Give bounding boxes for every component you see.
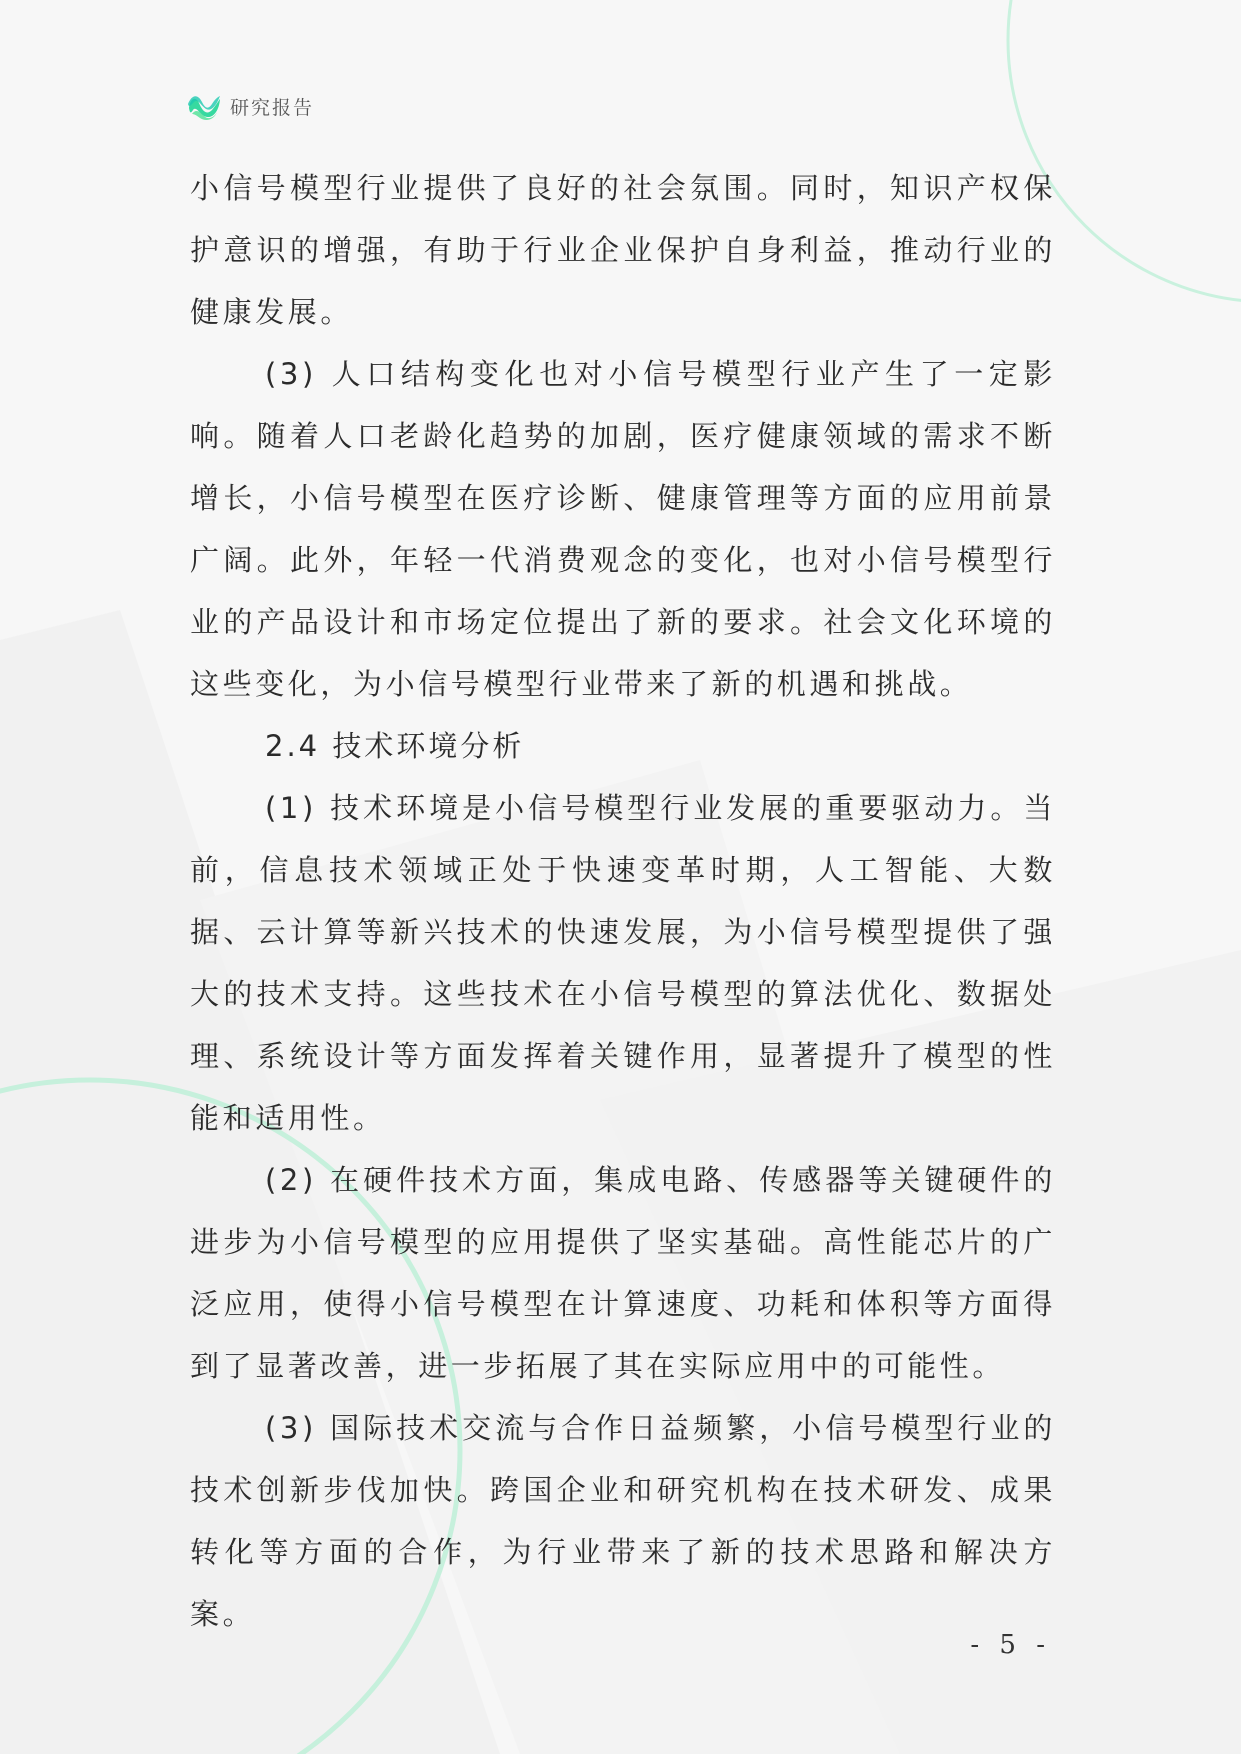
page-number: - 5 - — [970, 1630, 1051, 1660]
paragraph-5: (3) 国际技术交流与合作日益频繁，小信号模型行业的技术创新步伐加快。跨国企业和研究机构在技术研发、成果转化等方面的合作，为行业带来了新的技术思路和解决方案。 — [190, 1411, 1056, 1631]
header-label: 研究报告 — [230, 96, 315, 119]
paragraph-4: (2) 在硬件技术方面，集成电路、传感器等关键硬件的进步为小信号模型的应用提供了坚实基础。高性能芯片的广泛应用，使得小信号模型在计算速度、功耗和体积等方面得到了显著改善，进一步拓展了其在实际应用中的可能性。 — [190, 1163, 1056, 1383]
paragraph-3: (1) 技术环境是小信号模型行业发展的重要驱动力。当前，信息技术领域正处于快速变革时期，人工智能、大数据、云计算等新兴技术的快速发展，为小信号模型提供了强大的技术支持。这些技术在小信号模型的算法优化、数据处理、系统设计等方面发挥着关键作用，显著提升了模型的性能和适用性。 — [190, 791, 1056, 1135]
section-heading: 2.4 技术环境分析 — [265, 729, 525, 763]
document-body — [190, 157, 1056, 1645]
green-wave-logo-icon — [186, 90, 222, 122]
report-header — [186, 90, 314, 122]
paragraph-2: (3) 人口结构变化也对小信号模型行业产生了一定影响。随着人口老龄化趋势的加剧，医疗健康领域的需求不断增长，小信号模型在医疗诊断、健康管理等方面的应用前景广阔。此外，年轻一代消费观念的变化，也对小信号模型行业的产品设计和市场定位提出了新的要求。社会文化环境的这些变化，为小信号模型行业带来了新的机遇和挑战。 — [190, 357, 1056, 701]
paragraph-1: 小信号模型行业提供了良好的社会氛围。同时，知识产权保护意识的增强，有助于行业企业保护自身利益，推动行业的健康发展。 — [190, 171, 1056, 329]
